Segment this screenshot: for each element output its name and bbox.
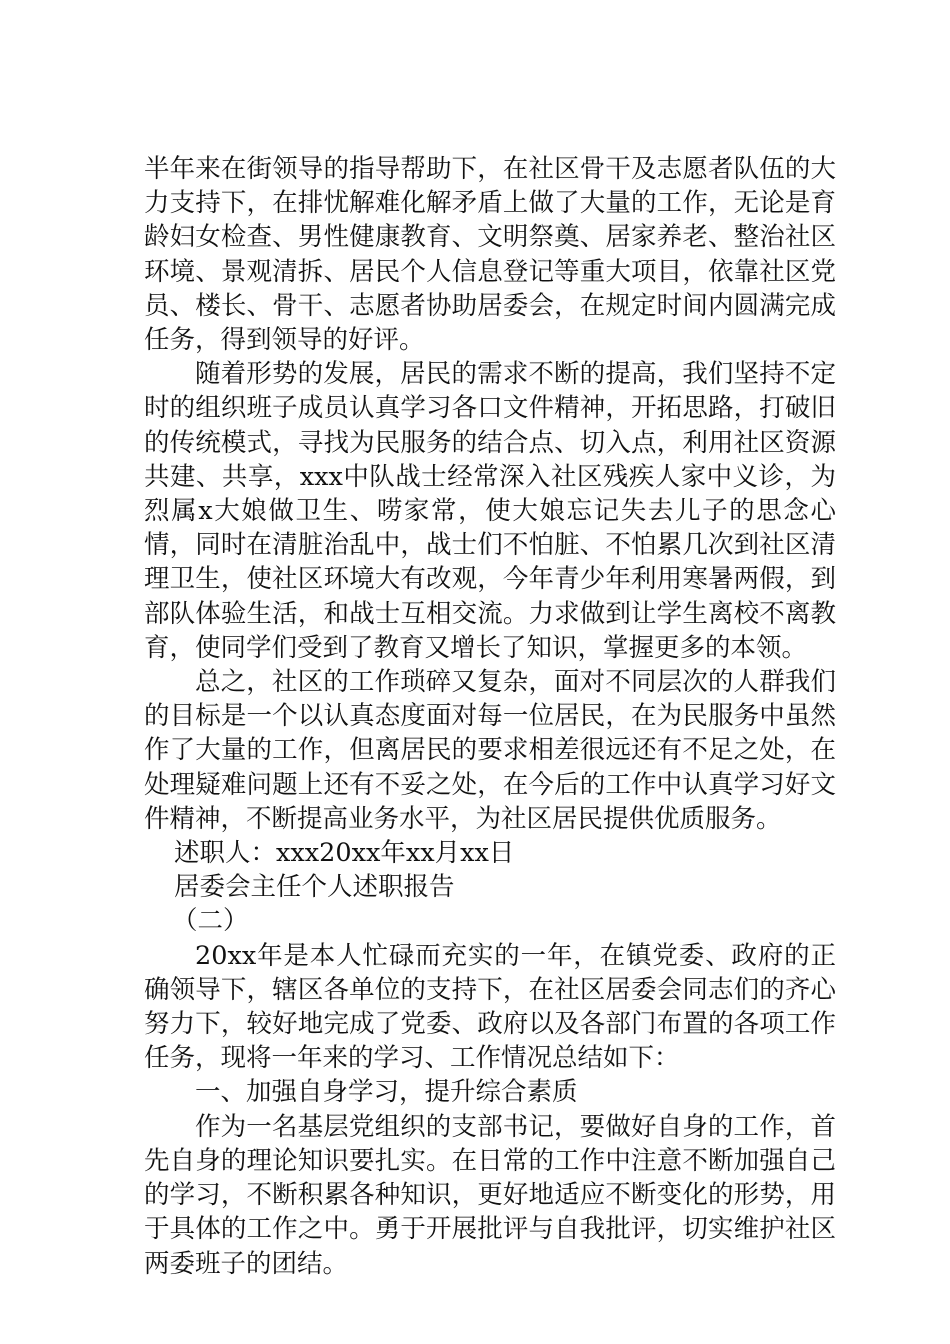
signature-line: 述职人：xxx20xx年xx月xx日 bbox=[174, 838, 515, 869]
body-paragraph: 半年来在街领导的指导帮助下，在社区骨干及志愿者队伍的大力支持下，在排忧解难化解矛盾上做了大量的工作，无论是育龄妇女检查、男性健康教育、文明祭奠、居家养老、整治社区环境、景观清拆、居民个人信息登记等重大项目，依靠社区党员、楼长、骨干、志愿者协助居委会，在规定时间内圆满完成任务，得到领导的好评。 bbox=[144, 154, 836, 356]
body-paragraph: 总之，社区的工作琐碎又复杂，面对不同层次的人群我们的目标是一个以认真态度面对每一位居民，在为民服务中虽然作了大量的工作，但离居民的要求相差很远还有不足之处，在处理疑难问题上还有不妥之处，在今后的工作中认真学习好文件精神，不断提高业务水平，为社区居民提供优质服务。 bbox=[144, 667, 836, 834]
part-label: （二） bbox=[172, 906, 249, 937]
body-paragraph: 随着形势的发展，居民的需求不断的提高，我们坚持不定时的组织班子成员认真学习各口文件精神，开拓思路，打破旧的传统模式，寻找为民服务的结合点、切入点，利用社区资源共建、共享，xxx中队战士经常深入社区残疾人家中义诊，为烈属x大娘做卫生、唠家常，使大娘忘记失去儿子的思念心情，同时在清脏治乱中，战士们不怕脏、不怕累几次到社区清理卫生，使社区环境大有改观，今年青少年利用寒暑两假，到部队体验生活，和战士互相交流。力求做到让学生离校不离教育，使同学们受到了教育又增长了知识，掌握更多的本领。 bbox=[144, 359, 836, 663]
body-paragraph: 作为一名基层党组织的支部书记，要做好自身的工作，首先自身的理论知识要扎实。在日常的工作中注意不断加强自己的学习，不断积累各种知识，更好地适应不断变化的形势，用于具体的工作之中。勇于开展批评与自我批评，切实维护社区两委班子的团结。 bbox=[144, 1111, 836, 1279]
report-title: 居委会主任个人述职报告 bbox=[174, 872, 455, 903]
document-body bbox=[144, 152, 836, 1281]
section-heading: 一、加强自身学习，提升综合素质 bbox=[195, 1077, 578, 1108]
body-paragraph: 20xx年是本人忙碌而充实的一年，在镇党委、政府的正确领导下，辖区各单位的支持下，在社区居委会同志们的齐心努力下，较好地完成了党委、政府以及各部门布置的各项工作任务，现将一年来的学习、工作情况总结如下： bbox=[144, 940, 836, 1074]
